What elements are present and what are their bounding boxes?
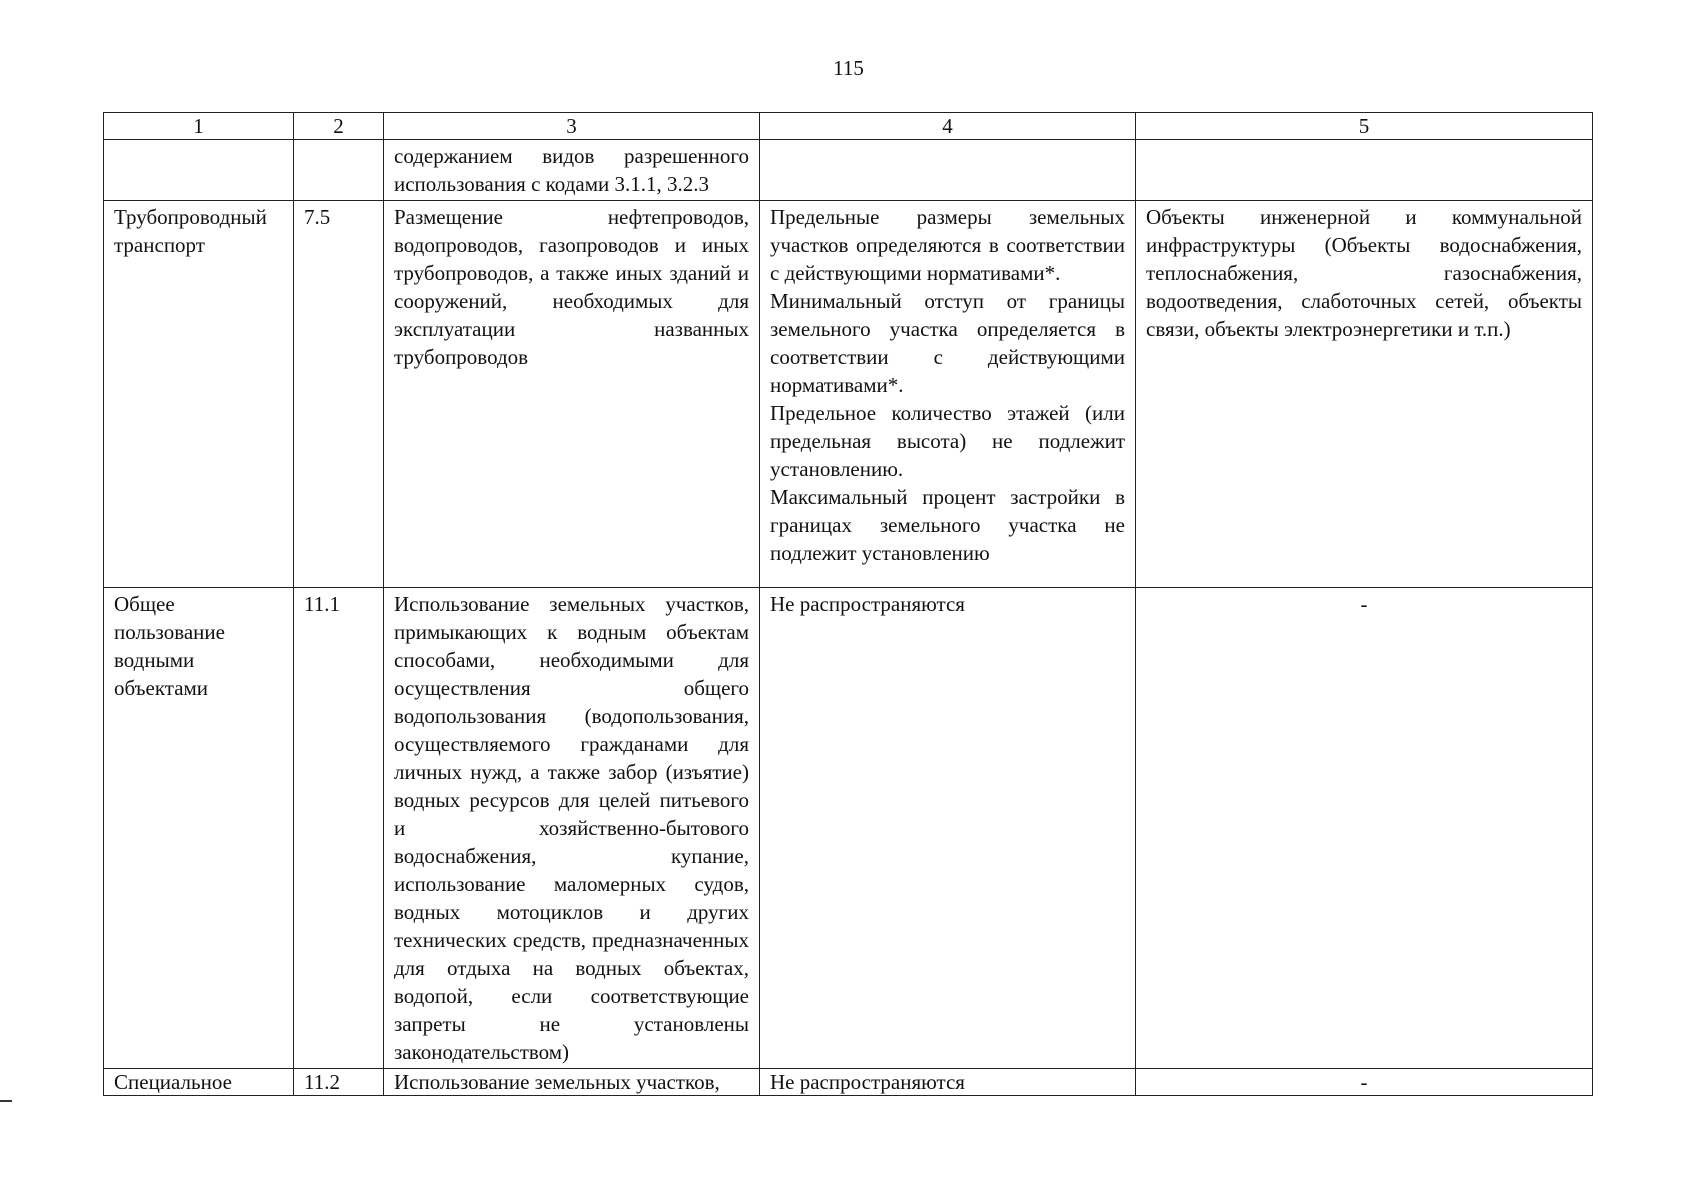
parameters-cell — [760, 1069, 1136, 1096]
parameter-text: Не распространяются — [770, 1070, 965, 1094]
column-header-3: 3 — [384, 113, 760, 140]
table-row — [104, 588, 1593, 1069]
column-header-2: 2 — [294, 113, 384, 140]
page-number: 115 — [833, 56, 864, 80]
parameters-cell — [760, 140, 1136, 201]
parameter-text: Предельное количество этажей (или предельная высота) не подлежит установлению. — [770, 401, 1125, 481]
objects-cell — [1136, 140, 1593, 201]
margin-mark — [0, 1100, 12, 1102]
parameter-text: Предельные размеры земельных участков определяются в соответствии с действующими нормативами*. — [770, 205, 1125, 285]
use-description-cell: Размещение нефтепроводов, водопроводов, газопроводов и иных трубопроводов, а также иных зданий и сооружений, необходимых для эксплуатации названных трубопроводов — [384, 201, 760, 588]
parameter-text: Минимальный отступ от границы земельного участка определяется в соответствии с действующими нормативами*. — [770, 289, 1125, 397]
use-name-cell: Трубопроводный транспорт — [104, 201, 294, 588]
use-name-cell: Общее пользование водными объектами — [104, 588, 294, 1069]
parameters-cell — [760, 588, 1136, 1069]
use-code-cell: 7.5 — [294, 201, 384, 588]
column-header-1: 1 — [104, 113, 294, 140]
use-description-cell: Использование земельных участков, примыкающих к водным объектам способами, необходимыми для осуществления общего водопользования (водопользования, осуществляемого гражданами для личных нужд, а также забор (изъятие) водных ресурсов для целей питьевого и хозяйственно-бытового водоснабжения, купание, использование маломерных судов, водных мотоциклов и других технических средств, предназначенных для отдыха на водных объектах, водопой, если соответствующие запреты не установлены законодательством) — [384, 588, 760, 1069]
objects-cell: - — [1136, 1069, 1593, 1096]
column-header-5: 5 — [1136, 113, 1593, 140]
table-row — [104, 1069, 1593, 1096]
use-description-cell: Использование земельных участков, — [384, 1069, 760, 1096]
objects-cell: - — [1136, 588, 1593, 1069]
column-header-4: 4 — [760, 113, 1136, 140]
use-code-cell — [294, 140, 384, 201]
parameters-cell — [760, 201, 1136, 588]
use-description-cell: содержанием видов разрешенного использования с кодами 3.1.1, 3.2.3 — [384, 140, 760, 201]
parameter-text: Максимальный процент застройки в границах земельного участка не подлежит установлению — [770, 485, 1125, 565]
table-row — [104, 140, 1593, 201]
objects-cell: Объекты инженерной и коммунальной инфраструктуры (Объекты водоснабжения, теплоснабжения, газоснабжения, водоотведения, слаботочных сетей, объекты связи, объекты электроэнергетики и т.п.) — [1136, 201, 1593, 588]
land-use-table — [103, 112, 1593, 1096]
use-code-cell: 11.1 — [294, 588, 384, 1069]
use-name-cell — [104, 140, 294, 201]
parameter-text: Не распространяются — [770, 592, 965, 616]
use-code-cell: 11.2 — [294, 1069, 384, 1096]
use-name-cell: Специальное — [104, 1069, 294, 1096]
table-row — [104, 201, 1593, 588]
header-row — [104, 113, 1593, 140]
